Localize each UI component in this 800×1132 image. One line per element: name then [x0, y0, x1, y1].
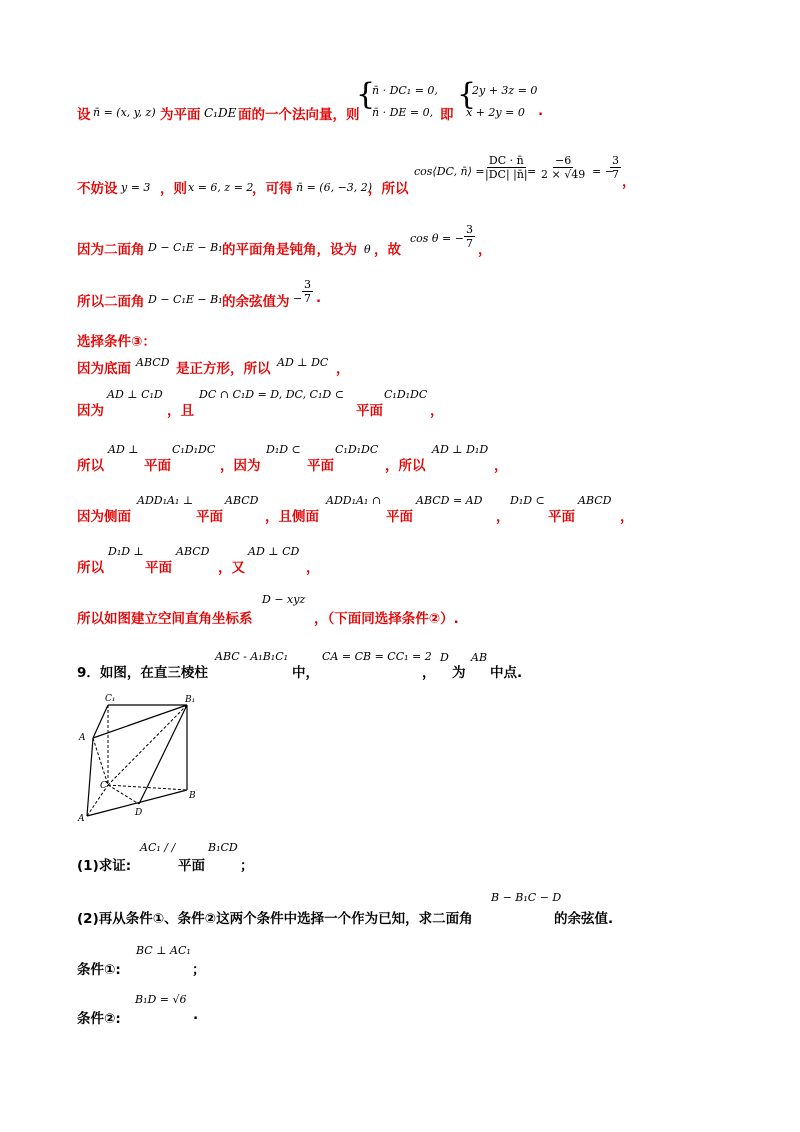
q9-2-b: 的余弦值.	[554, 911, 614, 927]
label-c1: C₁	[105, 694, 116, 704]
math-abcd: ABCD	[136, 356, 170, 369]
math-rel3: ABCD = AD	[416, 494, 483, 507]
text-she: 设	[77, 107, 91, 123]
q9-1-a: (1)求证:	[77, 858, 132, 874]
math-plane3: ABCD	[578, 494, 612, 507]
math-rel4: D₁D ⊂	[510, 494, 545, 507]
text-b: ，且	[167, 403, 194, 419]
q9-wei: 为	[452, 665, 466, 681]
text-c: .	[316, 290, 322, 306]
q9-num: 9．如图，在直三棱柱	[77, 665, 208, 681]
math-ab: AB	[471, 651, 488, 664]
math-sys: D − xyz	[262, 593, 306, 606]
frac-1-den: |DC| |n̄|	[485, 168, 528, 181]
edge-c-d	[108, 785, 139, 804]
text-b: ，（下面同选择条件②）.	[314, 611, 459, 627]
math-cos-theta: cos θ = −	[410, 232, 464, 245]
frac-line3	[464, 223, 475, 250]
math-rel2: D₁D ⊂	[266, 443, 301, 456]
text-pm2: 平面	[307, 458, 334, 474]
text-b: 的余弦值为	[222, 294, 290, 310]
frac-1	[483, 154, 530, 181]
q9-zhong: 中，	[292, 665, 319, 681]
math-rel1: D₁D ⊥	[108, 545, 144, 558]
math-lens: CA = CB = CC₁ = 2	[322, 650, 432, 663]
text-a: 因为底面	[77, 361, 131, 377]
text-pm: 平面	[356, 403, 383, 419]
math-plane: B₁CD	[208, 841, 238, 854]
text-a: 所以二面角	[77, 294, 145, 310]
text-pm2: 平面	[386, 509, 413, 525]
text-a: 因为侧面	[77, 509, 131, 525]
math-n-val: n̄ = (6, −3, 2)	[296, 181, 373, 194]
math-n-def: n̄ = (x, y, z)	[93, 106, 156, 119]
math-rel2: ADD₁A₁ ∩	[326, 494, 382, 507]
text-pm3: 平面	[548, 509, 575, 525]
math-rel: BC ⊥ AC₁	[136, 944, 191, 957]
label-b: B	[189, 791, 196, 801]
text-normal-vector: 面的一个法向量，则	[238, 107, 360, 123]
q9-2-a: (2)再从条件①、条件②这两个条件中选择一个作为已知，求二面角	[77, 911, 473, 927]
prism-figure	[75, 690, 205, 825]
text-b: ，又	[218, 560, 245, 576]
frac-3-num: 3	[612, 154, 619, 167]
frac-line4-num: 3	[304, 278, 311, 291]
text-b: ，且侧面	[265, 509, 319, 525]
label-a: A	[78, 814, 85, 824]
text-d: ，	[620, 509, 634, 525]
label-b1: B₁	[185, 695, 196, 705]
math-rel1: AD ⊥	[108, 443, 139, 456]
text-c: ，	[430, 403, 444, 419]
cond2-b: .	[193, 1007, 199, 1023]
math-neg: −	[293, 292, 303, 305]
frac-line4	[302, 278, 313, 305]
math-plane: C₁D₁DC	[384, 388, 428, 401]
q9-1-c: ；	[240, 858, 254, 874]
text-b: ，因为	[220, 458, 261, 474]
text-c: ，	[306, 560, 320, 576]
text-ji: 即	[440, 107, 454, 123]
math-plane1: ABCD	[225, 494, 259, 507]
text-comma: ，	[622, 174, 636, 190]
math-sys2-b: x + 2y = 0	[466, 106, 525, 119]
text-pm1: 平面	[196, 509, 223, 525]
math-eq3: = −	[592, 165, 614, 178]
frac-2	[539, 154, 587, 181]
frac-2-den: 2 × √49	[541, 168, 586, 181]
math-rel3: AD ⊥ D₁D	[432, 443, 489, 456]
math-rel2: AD ⊥ CD	[248, 545, 300, 558]
math-rel1: AD ⊥ C₁D	[107, 388, 163, 401]
text-suoyi: ，所以	[368, 181, 409, 197]
math-xz: x = 6, z = 2	[188, 181, 254, 194]
text-bufang: 不妨设	[77, 181, 118, 197]
text-a: 所以	[77, 458, 104, 474]
math-angle: B − B₁C − D	[491, 891, 562, 904]
q9-1-pm: 平面	[178, 858, 205, 874]
frac-2-num: −6	[555, 154, 572, 167]
q9-c1: ，	[422, 665, 436, 681]
math-theta: θ	[364, 243, 371, 256]
text-a: 所以	[77, 560, 104, 576]
math-plane-c1de: C₁DE	[204, 106, 237, 120]
math-rel2: DC ∩ C₁D = D, DC, C₁D ⊂	[199, 388, 344, 401]
frac-3-den: 7	[612, 168, 619, 181]
cond2-a: 条件②:	[77, 1011, 121, 1027]
edge-b1-c	[108, 705, 187, 785]
math-d: D	[440, 651, 449, 664]
text-d: ，	[494, 458, 508, 474]
math-prism: ABC - A₁B₁C₁	[215, 650, 289, 663]
text-c: ，故	[374, 242, 401, 258]
frac-line3-den: 7	[466, 237, 473, 250]
text-kede: ，可得	[252, 181, 293, 197]
text-d: ，	[478, 242, 492, 258]
math-eq2: =	[527, 165, 537, 178]
label-d: D	[135, 808, 143, 818]
math-y-val: y = 3	[121, 181, 151, 194]
label-a1: A	[79, 733, 86, 743]
text-a: 所以如图建立空间直角坐标系	[77, 611, 253, 627]
math-rel: B₁D = √6	[135, 993, 187, 1006]
math-cos-lhs: cos⟨DC, n̄⟩ =	[414, 165, 485, 178]
q9-mid: 中点.	[490, 665, 523, 681]
text-wei-pingmian: 为平面	[160, 107, 201, 123]
cond1-b: ；	[192, 962, 206, 978]
label-c: C	[100, 781, 107, 791]
text-c: ，	[496, 509, 510, 525]
math-rel: AD ⊥ DC	[277, 356, 329, 369]
text-b: 是正方形，所以	[176, 361, 271, 377]
edge-a1-a	[87, 738, 93, 816]
text-a: 因为二面角	[77, 242, 145, 258]
frac-3	[610, 154, 621, 181]
text-pm1: 平面	[144, 458, 171, 474]
text-c: ，	[336, 361, 350, 377]
text-b: 的平面角是钝角，设为	[222, 242, 357, 258]
text-period: .	[538, 103, 544, 119]
math-plane: ABCD	[176, 545, 210, 558]
frac-1-num: DC · n̄	[488, 154, 524, 167]
text-pm: 平面	[145, 560, 172, 576]
math-rel1: ADD₁A₁ ⊥	[137, 494, 194, 507]
math-rel: AC₁ / /	[140, 841, 176, 854]
brace-2: {	[457, 77, 477, 112]
frac-line4-den: 7	[304, 292, 311, 305]
math-sys2-a: 2y + 3z = 0	[472, 84, 538, 97]
math-plane2: C₁D₁DC	[335, 443, 379, 456]
brace-1: {	[356, 77, 376, 112]
math-sys1-b: n̄ · DE = 0,	[372, 106, 434, 119]
cond1-a: 条件①:	[77, 962, 121, 978]
frac-line3-num: 3	[466, 223, 473, 236]
text-a: 因为	[77, 403, 104, 419]
math-angle: D − C₁E − B₁	[148, 293, 223, 306]
text-c: ，所以	[385, 458, 426, 474]
edge-a1-c	[93, 738, 108, 785]
condition-3-title: 选择条件③：	[77, 334, 156, 350]
math-angle: D − C₁E − B₁	[148, 241, 223, 254]
math-plane1: C₁D₁DC	[172, 443, 216, 456]
text-ze: ，则	[160, 181, 187, 197]
math-sys1-a: n̄ · DC₁ = 0,	[372, 84, 438, 97]
